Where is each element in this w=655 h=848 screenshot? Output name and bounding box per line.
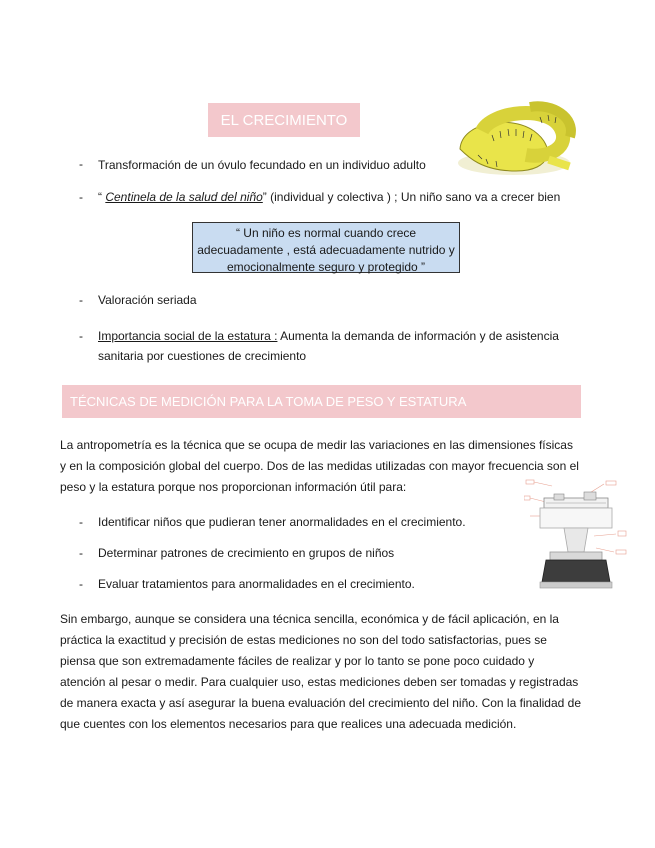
bullet-marker: - [79,293,83,307]
bullet-text-identificar: Identificar niños que pudieran tener anormalidades en el crecimiento. [98,515,466,529]
bullet-text-evaluar: Evaluar tratamientos para anormalidades en el crecimiento. [98,577,415,591]
page-title: EL CRECIMIENTO [208,103,360,137]
importancia-rest: Aumenta la demanda de información y de asistencia sanitaria por cuestiones de crecimiento [98,329,559,363]
centinela-rest: ” (individual y colectiva ) ; Un niño sano va a crecer bien [262,190,561,204]
bullet-text-centinela [98,187,560,207]
tape-measure-icon [452,101,580,179]
definition-quote-box: “ Un niño es normal cuando crece adecuadamente , está adecuadamente nutrido y emocionalmente seguro y protegido ” [192,222,460,273]
bullet-text-determinar: Determinar patrones de crecimiento en grupos de niños [98,546,395,560]
weighing-scale-icon [524,476,630,594]
bullet-text-transformacion: Transformación de un óvulo fecundado en un individuo adulto [98,158,426,172]
bullet-marker: - [79,190,83,204]
bullet-marker: - [79,157,83,171]
bullet-text-importancia [98,326,568,366]
importancia-term: Importancia social de la estatura : [98,329,278,343]
bullet-marker: - [79,515,83,529]
bullet-marker: - [79,546,83,560]
bullet-marker: - [79,577,83,591]
quote-open: “ [98,190,106,204]
section-title: TÉCNICAS DE MEDICIÓN PARA LA TOMA DE PESO Y ESTATURA [62,385,581,418]
bullet-text-valoracion: Valoración seriada [98,293,197,307]
intro-paragraph: La antropometría es la técnica que se ocupa de medir las variaciones en las dimensiones físicas y en la composición global del cuerpo. Dos de las medidas utilizadas con mayor frecuencia son el peso y la estatura porque nos proporcionan información útil para: [60,438,579,494]
centinela-term: Centinela de la salud del niño [105,190,263,204]
bullet-marker: - [79,329,83,343]
closing-paragraph: Sin embargo, aunque se considera una técnica sencilla, económica y de fácil aplicación, en la práctica la exactitud y precisión de estas mediciones no son del todo satisfactorias, pues se piensa que son extremadamente fáciles de realizar y por lo tanto se pone poco cuidado y atención al pesar o medir. Para cualquier uso, estas mediciones deben ser tomadas y registradas de manera exacta y así asegurar la buena evaluación del crecimiento del niño. Con la finalidad de que cuentes con los elementos necesarios para que realices una adecuada medición. [60,612,581,731]
